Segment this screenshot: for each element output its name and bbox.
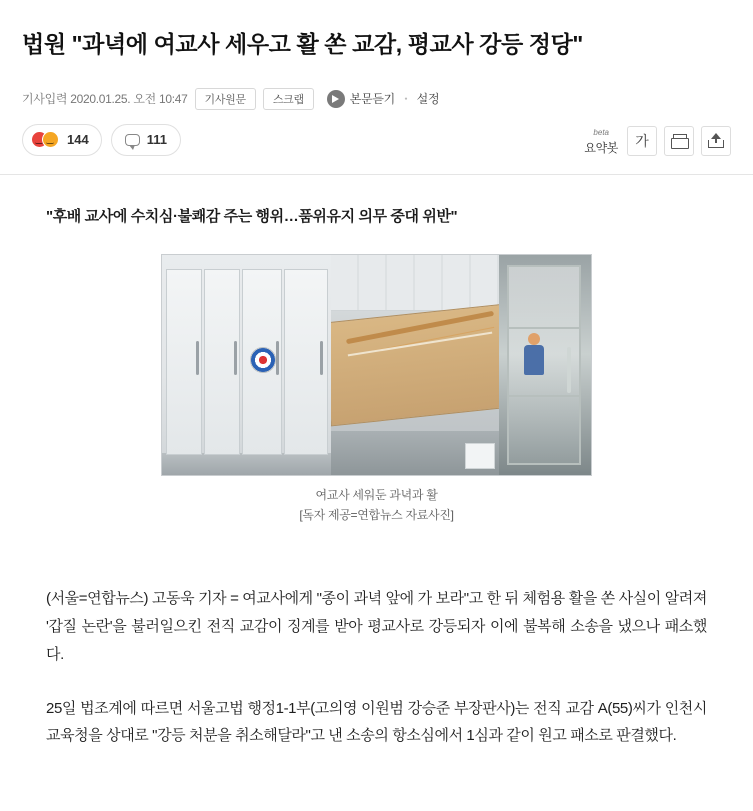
reaction-count: 144	[67, 132, 89, 148]
article-paragraph: 25일 법조계에 따르면 서울고법 행정1-1부(고의영 이원범 강승준 부장판사)는 전직 교감 A(55)씨가 인천시교육청을 상대로 "강등 처분을 취소해달라"고 낸 소송의 항소심에서 1심과 같이 원고 패소로 판결했다.	[46, 699, 707, 745]
article-subheadline: "후배 교사에 수치심·불쾌감 주는 행위…품위유지 의무 중대 위반"	[46, 207, 458, 225]
font-size-button[interactable]: 가	[627, 126, 657, 156]
photo-glass-door	[499, 255, 591, 475]
summary-bot-label: 요약봇	[584, 140, 618, 155]
article-photo	[161, 254, 592, 476]
photo-bow-on-table	[331, 255, 499, 475]
article-paragraph: (서울=연합뉴스) 고동욱 기자 = 여교사에게 "종이 과녁 앞에 가 보라"고 한 뒤 체험용 활을 쏜 사실이 알려져 '갑질 논란'을 불러일으킨 전직 교감이 징계를 받아 평교사로 강등되자 이에 불복해 소송을 냈으나 패소했다.	[46, 590, 707, 663]
person-figure	[523, 333, 545, 375]
article-body	[0, 205, 753, 750]
page-title: 법원 "과녁에 여교사 세우고 활 쏜 교감, 평교사 강등 정당"	[22, 31, 583, 58]
share-icon	[708, 133, 724, 148]
share-button[interactable]	[701, 126, 731, 156]
publish-date: 기사입력 2020.01.25. 오전 10:47	[22, 92, 188, 107]
sad-emoji	[42, 131, 59, 148]
article-meta-bar	[0, 76, 753, 110]
emoji-stack	[31, 131, 61, 149]
comment-count: 111	[146, 132, 167, 148]
print-button[interactable]	[664, 126, 694, 156]
tts-settings-link[interactable]: 설정	[416, 92, 440, 107]
scrap-button[interactable]: 스크랩	[263, 88, 314, 110]
summary-bot-button[interactable]	[584, 124, 618, 156]
tts-controls[interactable]	[327, 90, 439, 108]
paper-target-icon	[250, 347, 276, 373]
comment-button[interactable]	[111, 124, 181, 156]
speaker-icon	[327, 90, 345, 108]
reaction-toolbar	[0, 110, 753, 156]
header-divider	[0, 174, 753, 175]
tts-separator: ・	[399, 92, 412, 107]
photo-caption-line1: 여교사 세워둔 과녁과 활	[315, 487, 438, 502]
comment-bubble-icon	[125, 134, 140, 146]
beta-badge: beta	[593, 127, 609, 137]
article-figure	[161, 254, 592, 526]
tts-play-label[interactable]: 본문듣기	[349, 92, 395, 107]
reaction-button[interactable]	[22, 124, 102, 156]
photo-lockers	[162, 255, 331, 475]
article-tools	[584, 124, 731, 156]
original-article-button[interactable]: 기사원문	[195, 88, 256, 110]
photo-caption-line2: [독자 제공=연합뉴스 자료사진]	[299, 507, 454, 522]
print-icon	[671, 134, 687, 147]
photo-caption	[161, 486, 592, 526]
article-page	[0, 15, 753, 811]
